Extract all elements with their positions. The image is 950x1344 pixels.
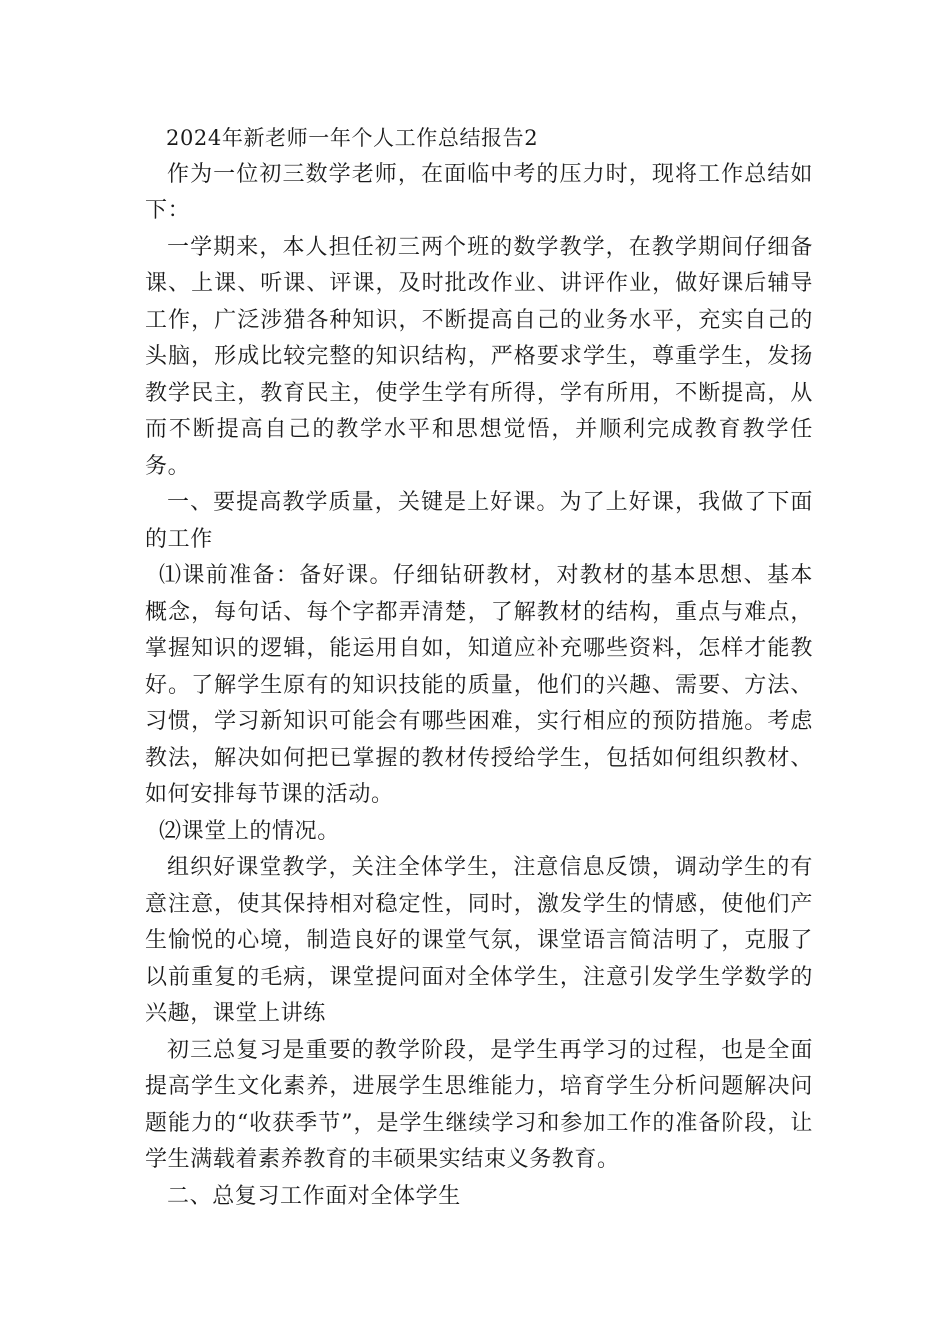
document-body: [145, 120, 813, 1215]
document-title: 2024年新老师一年个人工作总结报告2: [166, 126, 539, 150]
paragraph-section-two-heading: 二、总复习工作面对全体学生: [167, 1183, 461, 1209]
paragraph-classroom-teaching: 组织好课堂教学，关注全体学生，注意信息反馈，调动学生的有意注意，使其保持相对稳定性，同时，激发学生的情感，使他们产生愉悦的心境，制造良好的课堂气氛，课堂语言简洁明了，克服了以前重复的毛病，课堂提问面对全体学生，注意引发学生学数学的兴趣，课堂上讲练: [145, 855, 813, 1026]
paragraph-lesson-preparation: ⑴课前准备：备好课。仔细钻研教材，对教材的基本思想、基本概念，每句话、每个字都弄清楚，了解教材的结构，重点与难点，掌握知识的逻辑，能运用自如，知道应补充哪些资料，怎样才能教好。了解学生原有的知识技能的质量，他们的兴趣、需要、方法、习惯，学习新知识可能会有哪些困难，实行相应的预防措施。考虑教法，解决如何把已掌握的教材传授给学生，包括如何组织教材、如何安排每节课的活动。: [145, 563, 813, 807]
paragraph-intro: 作为一位初三数学老师，在面临中考的压力时，现将工作总结如下：: [145, 161, 813, 223]
paragraph-section-one-heading: 一、要提高教学质量，关键是上好课。为了上好课，我做了下面的工作: [145, 490, 813, 552]
paragraph-semester-summary: 一学期来，本人担任初三两个班的数学教学，在教学期间仔细备课、上课、听课、评课，及时批改作业、讲评作业，做好课后辅导工作，广泛涉猎各种知识，不断提高自己的业务水平，充实自己的头脑，形成比较完整的知识结构，严格要求学生，尊重学生，发扬教学民主，教育民主，使学生学有所得，学有所用，不断提高，从而不断提高自己的教学水平和思想觉悟，并顺利完成教育教学任务。: [145, 234, 813, 479]
paragraph-review-stage: 初三总复习是重要的教学阶段，是学生再学习的过程，也是全面提高学生文化素养，进展学生思维能力，培育学生分析问题解决问题能力的“收获季节”，是学生继续学习和参加工作的准备阶段，让学生满载着素养教育的丰硕果实结束义务教育。: [145, 1037, 813, 1172]
paragraph-classroom-heading: ⑵课堂上的情况。: [159, 818, 340, 844]
